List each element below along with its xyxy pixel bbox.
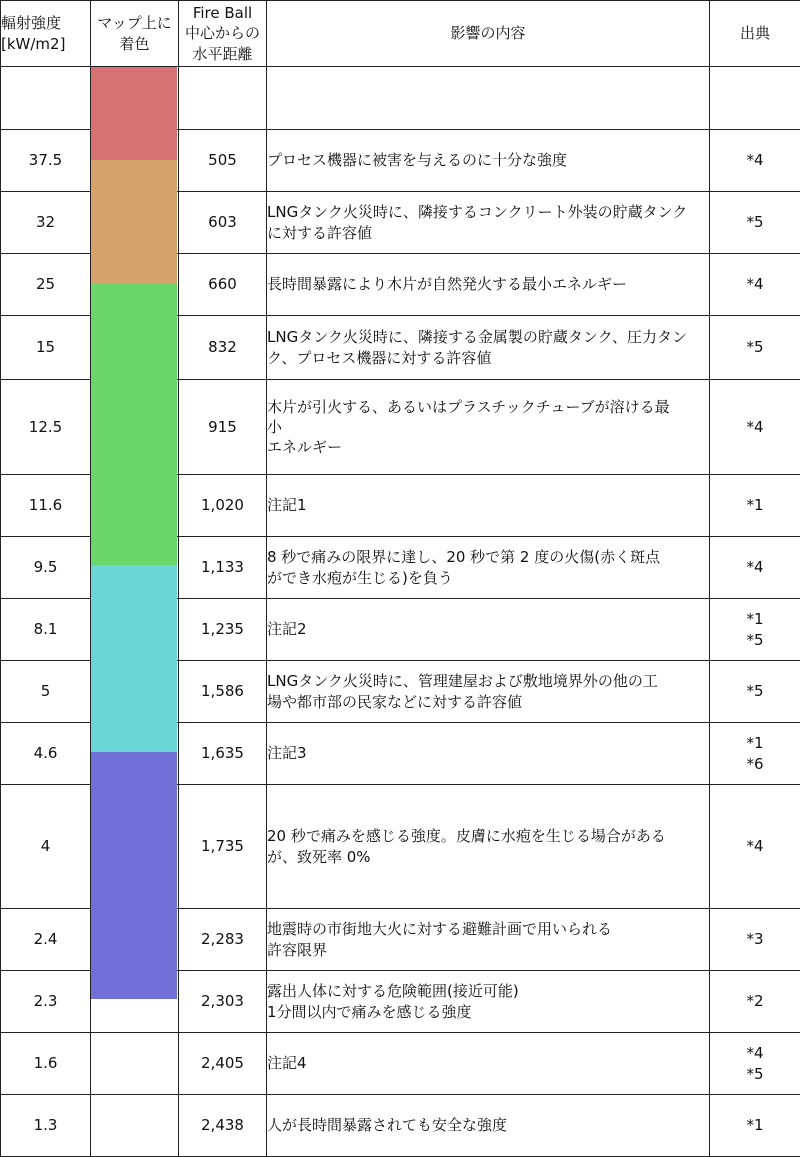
source-cell: *4 (710, 254, 800, 316)
distance-cell: 603 (179, 192, 267, 254)
header-distance: Fire Ball 中心からの 水平距離 (179, 1, 267, 67)
effect-cell: 露出人体に対する危険範囲(接近可能) 1分間以内で痛みを感じる強度 (267, 971, 710, 1033)
source-cell: *1 *6 (710, 723, 800, 785)
source-cell: *5 (710, 661, 800, 723)
source-cell: *3 (710, 909, 800, 971)
effect-cell (267, 67, 710, 130)
distance-cell: 660 (179, 254, 267, 316)
distance-cell: 915 (179, 380, 267, 475)
distance-cell: 505 (179, 130, 267, 192)
distance-cell: 2,283 (179, 909, 267, 971)
intensity-cell: 1.3 (1, 1095, 91, 1157)
intensity-cell: 25 (1, 254, 91, 316)
table-row (1, 1095, 800, 1157)
distance-cell (179, 67, 267, 130)
effect-cell: 長時間暴露により木片が自然発火する最小エネルギー (267, 254, 710, 316)
effect-cell: LNGタンク火災時に、管理建屋および敷地境界外の他の工 場や都市部の民家などに対する許容値 (267, 661, 710, 723)
source-cell: *1 (710, 475, 800, 537)
effect-cell: 注記4 (267, 1033, 710, 1095)
source-cell: *4 (710, 380, 800, 475)
intensity-cell: 4 (1, 785, 91, 909)
intensity-cell: 37.5 (1, 130, 91, 192)
effect-cell: 木片が引火する、あるいはプラスチックチューブが溶ける最 小 エネルギー (267, 380, 710, 475)
map-color-cell (91, 1095, 179, 1157)
intensity-cell: 1.6 (1, 1033, 91, 1095)
source-cell: *5 (710, 316, 800, 380)
source-cell (710, 67, 800, 130)
map-color-cell (91, 1033, 179, 1095)
intensity-cell (1, 67, 91, 130)
effect-cell: プロセス機器に被害を与えるのに十分な強度 (267, 130, 710, 192)
intensity-cell: 8.1 (1, 599, 91, 661)
distance-cell: 1,133 (179, 537, 267, 599)
effect-cell: LNGタンク火災時に、隣接するコンクリート外装の貯蔵タンク に対する許容値 (267, 192, 710, 254)
effect-cell: 地震時の市街地大火に対する避難計画で用いられる 許容限界 (267, 909, 710, 971)
color-segment-cyan (91, 565, 177, 752)
header-map-color: マップ上に 着色 (91, 1, 179, 67)
source-cell: *5 (710, 192, 800, 254)
intensity-cell: 2.4 (1, 909, 91, 971)
distance-cell: 1,586 (179, 661, 267, 723)
intensity-cell: 32 (1, 192, 91, 254)
color-segment-blue (91, 752, 177, 999)
effect-cell: 人が長時間暴露されても安全な強度 (267, 1095, 710, 1157)
distance-cell: 1,735 (179, 785, 267, 909)
effect-cell: 8 秒で痛みの限界に達し、20 秒で第 2 度の火傷(赤く斑点 ができ水疱が生じる)を負う (267, 537, 710, 599)
source-cell: *4 *5 (710, 1033, 800, 1095)
header-intensity: 輻射強度 [kW/m2] (1, 1, 91, 67)
distance-cell: 1,020 (179, 475, 267, 537)
distance-cell: 1,235 (179, 599, 267, 661)
source-cell: *2 (710, 971, 800, 1033)
color-segment-orange (91, 160, 177, 284)
effect-cell: 注記1 (267, 475, 710, 537)
effect-cell: 注記2 (267, 599, 710, 661)
source-cell: *4 (710, 785, 800, 909)
intensity-cell: 9.5 (1, 537, 91, 599)
effect-cell: 注記3 (267, 723, 710, 785)
header-source: 出典 (710, 1, 800, 67)
color-segment-green (91, 284, 177, 565)
intensity-cell: 4.6 (1, 723, 91, 785)
distance-cell: 2,405 (179, 1033, 267, 1095)
source-cell: *1 *5 (710, 599, 800, 661)
distance-cell: 832 (179, 316, 267, 380)
distance-cell: 1,635 (179, 723, 267, 785)
intensity-cell: 15 (1, 316, 91, 380)
color-segment-red (91, 67, 177, 160)
source-cell: *4 (710, 537, 800, 599)
intensity-cell: 11.6 (1, 475, 91, 537)
source-cell: *4 (710, 130, 800, 192)
intensity-cell: 12.5 (1, 380, 91, 475)
effect-cell: 20 秒で痛みを感じる強度。皮膚に水疱を生じる場合がある が、致死率 0% (267, 785, 710, 909)
distance-cell: 2,438 (179, 1095, 267, 1157)
table-row (1, 1033, 800, 1095)
source-cell: *1 (710, 1095, 800, 1157)
table-header-row (1, 1, 800, 67)
intensity-cell: 2.3 (1, 971, 91, 1033)
header-effect: 影響の内容 (267, 1, 710, 67)
distance-cell: 2,303 (179, 971, 267, 1033)
effect-cell: LNGタンク火災時に、隣接する金属製の貯蔵タンク、圧力タン ク、プロセス機器に対する許容値 (267, 316, 710, 380)
intensity-cell: 5 (1, 661, 91, 723)
